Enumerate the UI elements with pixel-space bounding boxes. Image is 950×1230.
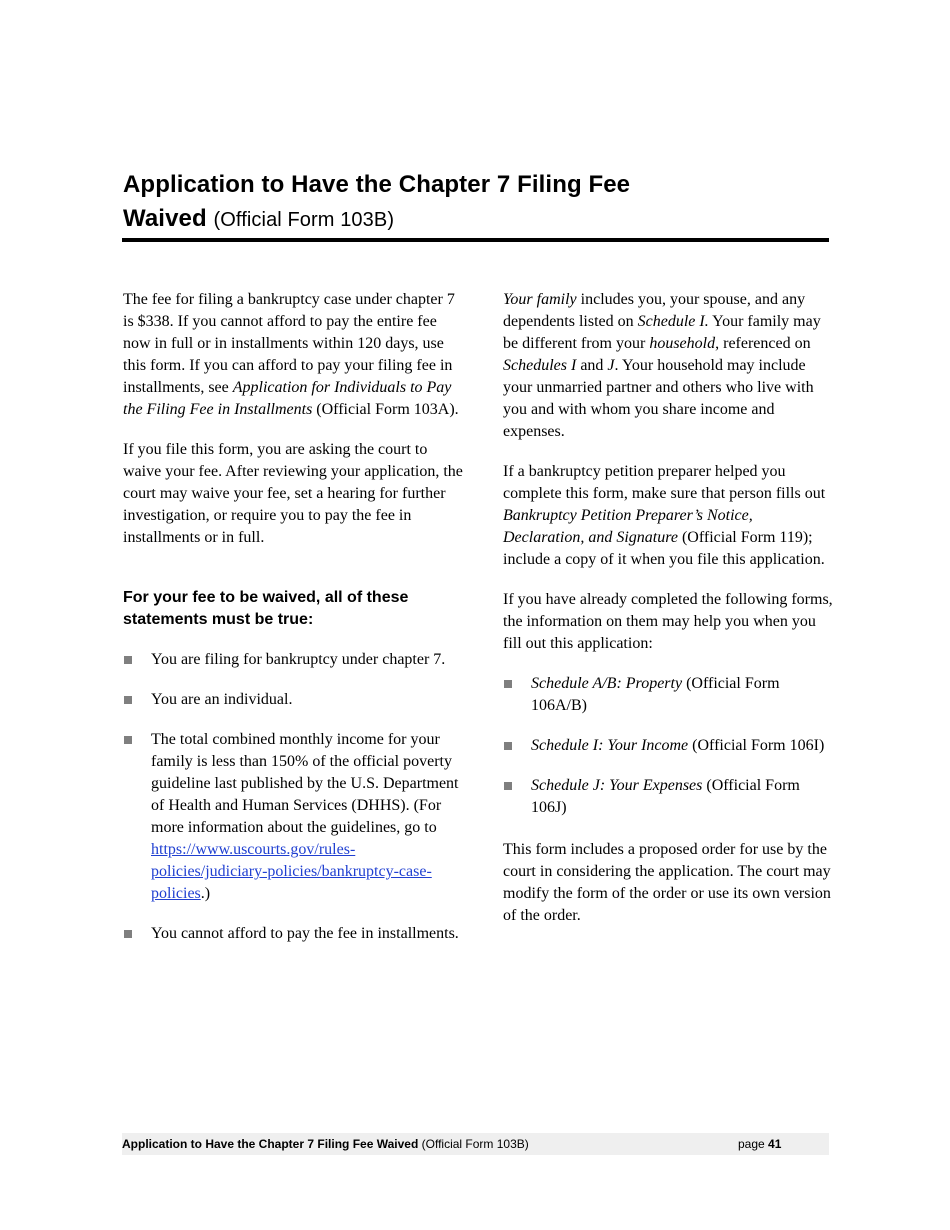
- family-text: and: [580, 357, 604, 374]
- helpful-forms-paragraph: If you have already completed the following forms, the information on them may help you when you fill out this application:: [503, 591, 833, 652]
- proposed-order-paragraph: This form includes a proposed order for use by the court in considering the application. The court may modify the form of the order or use its own version of the order.: [503, 841, 831, 924]
- preparer-paragraph: [503, 461, 838, 571]
- form-119-title: Bankruptcy Petition Preparer’s Notice, Declaration, and Signature: [503, 507, 753, 546]
- schedule-i-ref: Schedule I.: [637, 313, 709, 330]
- schedule-item: [503, 775, 838, 819]
- page-number: [738, 1137, 781, 1151]
- square-bullet-icon: [124, 736, 132, 744]
- family-text: , referenced on: [715, 335, 811, 352]
- schedule-list: [503, 673, 838, 819]
- waiver-paragraph: If you file this form, you are asking the court to waive your fee. After reviewing your application, the court may waive your fee, set a hearing for further investigation, or require you to pay the fee in installments or in full.: [123, 441, 463, 546]
- form-103a-title: Application for Individuals to Pay the Filing Fee in Installments: [123, 379, 452, 418]
- requirement-item: [123, 923, 463, 945]
- schedule-name: Schedule J: Your Expenses: [531, 777, 703, 794]
- page-label: page: [738, 1137, 765, 1151]
- requirement-text: You are filing for bankruptcy under chapter 7.: [151, 651, 446, 668]
- intro-paragraph: [123, 289, 463, 421]
- square-bullet-icon: [504, 680, 512, 688]
- square-bullet-icon: [124, 930, 132, 938]
- family-text: . Your household may include your unmarried partner and others who live with you and with whom you share income and expenses.: [503, 357, 814, 440]
- requirement-item: [123, 689, 463, 711]
- schedule-form: (Official Form 106A/B): [531, 675, 780, 714]
- left-column: [123, 289, 463, 963]
- preparer-text: If a bankruptcy petition preparer helped you complete this form, make sure that person fills out: [503, 463, 826, 502]
- title-waived: Waived: [123, 205, 207, 232]
- schedules-i-ref: Schedules I: [503, 357, 577, 374]
- page-number-value: 41: [768, 1137, 782, 1151]
- requirement-text: You cannot afford to pay the fee in installments.: [151, 925, 459, 942]
- schedule-item: [503, 735, 838, 757]
- family-term: Your family: [503, 291, 577, 308]
- family-text: Your family may be different from your: [503, 313, 821, 352]
- schedule-name: Schedule I: Your Income: [531, 737, 689, 754]
- uscourts-policies-link[interactable]: https://www.uscourts.gov/rules- policies/judiciary-policies/bankruptcy-case- policies: [151, 841, 432, 902]
- schedule-form: (Official Form 106I): [692, 737, 825, 754]
- title-form-number: (Official Form 103B): [213, 209, 395, 231]
- square-bullet-icon: [504, 782, 512, 790]
- title-divider: [122, 238, 829, 242]
- footer-title-bold: Application to Have the Chapter 7 Filing Fee Waived: [122, 1137, 419, 1151]
- page-footer: [122, 1133, 829, 1155]
- schedule-j-ref: J: [607, 357, 615, 374]
- intro-text: The fee for filing a bankruptcy case under chapter 7 is $338. If you cannot afford to pay the entire fee now in full or in installments within 120 days, use this form. If you can afford to pay your filing fee in installments, see: [123, 291, 455, 396]
- page-title: [123, 168, 829, 237]
- requirement-tail: .): [200, 885, 211, 902]
- family-paragraph: [503, 289, 838, 443]
- title-line-2: [123, 202, 829, 237]
- family-text: includes you, your spouse, and any dependents listed on: [503, 291, 806, 330]
- schedule-form: (Official Form 106J): [531, 777, 800, 816]
- schedule-item: [503, 673, 838, 717]
- square-bullet-icon: [124, 656, 132, 664]
- requirement-text: The total combined monthly income for your family is less than 150% of the official poverty guideline last published by the U.S. Department of Health and Human Services (DHHS). (For more information about the guidelines, go to: [151, 731, 459, 836]
- right-column: [503, 289, 838, 945]
- requirement-item: [123, 649, 463, 671]
- footer-title: [122, 1137, 529, 1151]
- household-term: household: [649, 335, 716, 352]
- square-bullet-icon: [504, 742, 512, 750]
- footer-form-number: (Official Form 103B): [421, 1137, 529, 1151]
- requirements-heading: For your fee to be waived, all of these statements must be true:: [123, 589, 409, 628]
- title-line-1: Application to Have the Chapter 7 Filing Fee: [123, 171, 631, 198]
- schedule-name: Schedule A/B: Property: [531, 675, 683, 692]
- intro-tail: (Official Form 103A).: [316, 401, 459, 418]
- requirement-item: [123, 729, 463, 905]
- requirement-text: You are an individual.: [151, 691, 293, 708]
- preparer-text: (Official Form 119); include a copy of it when you file this application.: [503, 529, 825, 568]
- square-bullet-icon: [124, 696, 132, 704]
